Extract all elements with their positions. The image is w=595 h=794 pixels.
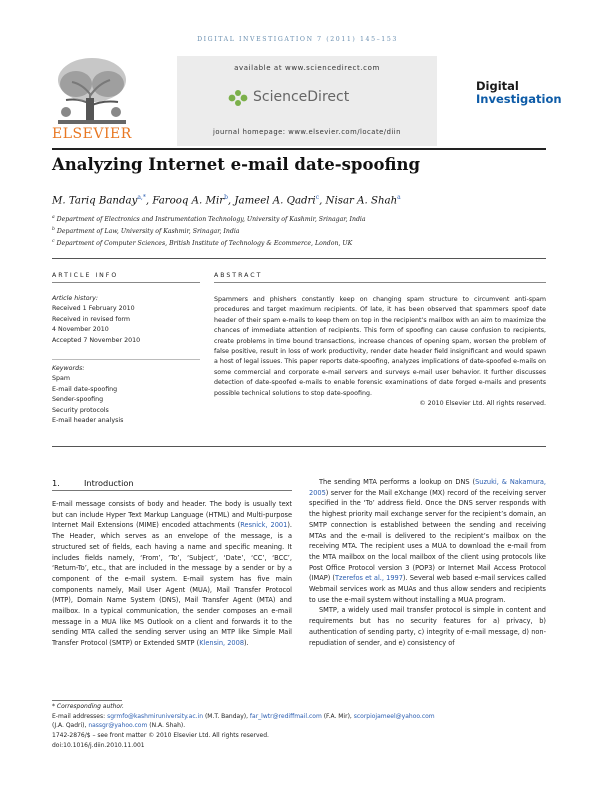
author-separator: , xyxy=(227,195,235,207)
article-history xyxy=(52,294,140,346)
author-name: M. Tariq Banday xyxy=(52,195,138,207)
affiliation-text: Department of Computer Sciences, British Institute of Technology & Ecommerce, London, UK xyxy=(56,240,353,248)
affiliation-rule xyxy=(52,258,546,259)
affiliation xyxy=(52,227,240,235)
running-header: DIGITAL INVESTIGATION 7 (2011) 145–153 xyxy=(197,36,398,43)
email-link[interactable]: nassgr@yahoo.com xyxy=(88,722,148,729)
article-title: Analyzing Internet e-mail date-spoofing xyxy=(52,155,420,174)
affiliation-sup: a xyxy=(52,215,55,220)
author-name: Nisar A. Shah xyxy=(325,195,398,207)
corresponding-author-note: * Corresponding author. xyxy=(52,703,124,710)
email-link[interactable]: sgrmfo@kashmiruniversity.ac.in xyxy=(107,713,204,720)
text-run: ). The Header, which serves as an envelope of the message, is a structured set of fields, each having a name and specific meaning. It includes fields namely, ‘From’, ‘To’, ‘Subject’, ‘Date’, ‘CC’, ‘BCC’, ‘Return-To’, etc., that are included in the message by a sender or by a component of the e-mail system. E-mail system has five main components namely, Mail User Agent (MUA), Mail Transfer Protocol (MTP), Domain Name System (DNS), Mail Transfer Agent (MTA) and mailbox. In a typical communication, the sender composes an e-mail message in a MUA like MS Outlook on a client and forwards it to the sending MTA called the sending server using an MTP like Simple Mail Transfer Protocol (SMTP) or Extended SMTP ( xyxy=(52,521,292,648)
citation-link[interactable]: Tzerefos et al., 1997 xyxy=(335,574,403,583)
abstract-rule xyxy=(214,282,546,283)
abstract-copyright: © 2010 Elsevier Ltd. All rights reserved. xyxy=(419,400,546,408)
email-addresses-line-2 xyxy=(52,722,185,729)
paragraph: SMTP, a widely used mail transfer protocol is simple in content and requirements but has no security features for a) privacy, b) authentication of sending party, c) integrity of e-mail message, d) non-repudiation of sender, and e) consistency of xyxy=(309,606,546,647)
keyword: Security protocols xyxy=(52,406,109,414)
masthead xyxy=(52,54,562,152)
text-run: E-mail message consists of body and header. The body is usually text but can include Hyper Text Markup Language (HTML) and Multi-purpose Internet Mail Extensions (MIME) encoded attachments ( xyxy=(52,500,292,530)
keyword: Spam xyxy=(52,375,70,383)
keyword: E-mail header analysis xyxy=(52,417,124,425)
available-at-text: available at www.sciencedirect.com xyxy=(234,64,380,72)
author-affil-sup[interactable]: c xyxy=(315,194,320,201)
abstract-text: Spammers and phishers constantly keep on changing spam structure to circumvent anti-spam procedures and target maximum recipients. Of late, it has been observed that spammers spoof date header of their spam e-mails to keep them on top in the recipient’s mailbox with an aim to maximize the chances of immediate attention of recipients. This form of spoofing can cause confusion to recipients, create problems in time bound transactions, increase chances of opening spam, worsen the problem of false positive, result in loss of work productivity, render date header field insignificant and would spawn a host of legal issues. This paper reports date-spoofing, analyzes implications of date-spoofed e-mails on some commercial and corporate e-mail servers and surveys e-mail user behavior. It further discusses detection of date-spoofed e-mails to enable forensic examinations of date forged e-mails and presents possible technical solutions to stop date-spoofing. xyxy=(214,296,546,397)
section-heading-rule xyxy=(52,490,292,491)
email-link[interactable]: far_lwtr@rediffmail.com xyxy=(249,713,322,720)
doi-line[interactable]: doi:10.1016/j.diin.2010.11.001 xyxy=(52,742,145,749)
email-addresses-line xyxy=(52,713,435,720)
citation-link[interactable]: Klensin, 2008 xyxy=(199,639,245,648)
affiliation xyxy=(52,239,352,247)
author-separator: , xyxy=(145,195,153,207)
keyword: E-mail date-spoofing xyxy=(52,385,118,393)
affiliation-text: Department of Electronics and Instrumentation Technology, University of Kashmir, Srinagar, India xyxy=(56,216,366,224)
email-owner: (M.T. Banday), xyxy=(203,713,250,720)
keywords-rule xyxy=(52,359,200,360)
author-name: Jameel A. Qadri xyxy=(234,195,316,207)
text-run: ) server for the Mail eXchange (MX) record of the receiving server specified in the ‘To’ address field. Once the DNS server responds with the highest priority mail exchange server for the recipient’s domain, an SMTP connection is established between the sending and receiving MTAs and the e-mail is delivered to the recipient’s mailbox on the receiving MTA. The recipient uses a MUA to download the e-mail from the MTA mailbox on the local mailbox of the client using protocols like Post Office Protocol version 3 (POP3) or Internet Mail Access Protocol (IMAP) ( xyxy=(309,488,546,583)
citation-link[interactable]: Suzuki, & Nakamura, 2005 xyxy=(309,478,546,497)
sciencedirect-logo xyxy=(227,88,397,108)
abstract-bottom-rule xyxy=(52,446,546,447)
section-number: 1. xyxy=(52,478,60,488)
article-info-heading: ARTICLE INFO xyxy=(52,272,119,279)
author-list xyxy=(52,194,401,206)
affiliation xyxy=(52,215,366,223)
email-owner: (F.A. Mir), xyxy=(321,713,354,720)
journal-logo-line1: Digital xyxy=(476,79,519,93)
keyword: Sender-spoofing xyxy=(52,396,104,404)
abstract-heading: ABSTRACT xyxy=(214,272,263,279)
section-title: Introduction xyxy=(84,478,134,488)
body-column-left xyxy=(52,499,292,649)
history-item: Received 1 February 2010 xyxy=(52,305,135,313)
sciencedirect-icon xyxy=(227,89,249,107)
section-heading xyxy=(52,478,134,488)
affiliation-text: Department of Law, University of Kashmir, Srinagar, India xyxy=(56,228,240,236)
journal-homepage-text: journal homepage: www.elsevier.com/locate/diin xyxy=(213,128,401,136)
author-separator: , xyxy=(319,195,326,207)
text-run: The sending MTA performs a lookup on DNS ( xyxy=(319,478,476,486)
abstract-body xyxy=(214,295,546,409)
affiliation-sup: b xyxy=(52,227,55,232)
paragraph xyxy=(309,477,546,605)
journal-logo-line2: Investigation xyxy=(476,92,562,106)
keywords-block xyxy=(52,364,123,426)
history-item: Received in revised form xyxy=(52,315,131,323)
article-info-rule xyxy=(52,282,200,283)
digital-investigation-logo xyxy=(476,80,562,106)
text-run: ). Several web based e-mail services called Webmail services work as MUAs and thus allow senders and recipients to use the e-mail system without installing a MUA program. xyxy=(309,574,547,604)
text-run: ). xyxy=(244,639,249,648)
email-owner: (N.A. Shah). xyxy=(147,722,186,729)
email-link[interactable]: scorpiojameel@yahoo.com xyxy=(353,713,435,720)
elsevier-tree-logo xyxy=(52,54,132,128)
author-affil-sup[interactable]: a,* xyxy=(137,194,146,201)
issn-line: 1742-2876/$ – see front matter © 2010 Elsevier Ltd. All rights reserved. xyxy=(52,732,269,739)
affiliation-sup: c xyxy=(52,239,55,244)
footnote-rule xyxy=(52,700,122,701)
elsevier-wordmark: ELSEVIER xyxy=(52,126,132,142)
header-rule xyxy=(52,148,546,150)
author-name: Farooq A. Mir xyxy=(152,195,225,207)
history-item: 4 November 2010 xyxy=(52,326,109,334)
email-owner: (J.A. Qadri), xyxy=(52,722,89,729)
author-affil-sup[interactable]: a xyxy=(397,194,401,201)
body-column-right xyxy=(309,477,546,648)
author-affil-sup[interactable]: b xyxy=(224,194,228,201)
keywords-label: Keywords: xyxy=(52,365,85,372)
history-item: Accepted 7 November 2010 xyxy=(52,336,141,344)
paragraph xyxy=(52,499,292,649)
citation-link[interactable]: Resnick, 2001 xyxy=(240,521,288,530)
history-label: Article history: xyxy=(52,295,98,302)
sciencedirect-label: ScienceDirect xyxy=(253,89,350,105)
email-label: E-mail addresses: xyxy=(52,713,106,720)
